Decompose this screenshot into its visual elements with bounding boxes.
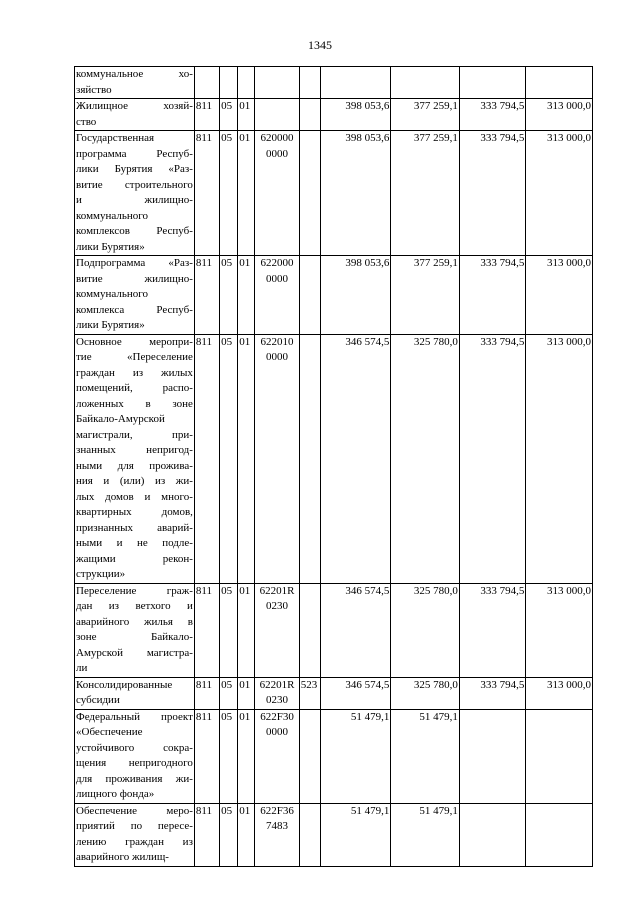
table-row [75,709,593,803]
amount-cell-4: 313 000,0 [526,131,593,256]
target-article-cell [255,131,299,256]
table-row [75,583,593,677]
target-article-part: 0000 [266,726,289,738]
amount-cell-3: 333 794,5 [459,334,526,583]
table-row [75,99,593,131]
row-name-line: аварийного жилья в [76,615,193,628]
row-name-line: знанных непригод- [76,444,193,456]
page-number: 1345 [308,38,332,52]
amount-cell-4 [526,67,593,99]
amount-cell-4: 313 000,0 [526,677,593,709]
target-article-part: 622010 [260,335,294,348]
target-article-cell [255,99,299,131]
amount-cell-1: 398 053,6 [320,256,391,335]
row-name-line: приятий по пересе- [76,820,193,832]
admin-code-cell [194,67,219,99]
expense-type-cell [299,99,320,131]
amount-cell-2: 325 780,0 [391,677,460,709]
row-name-line: ство [76,115,97,128]
amount-cell-1: 51 479,1 [320,709,391,803]
row-name-line: программа Респуб- [76,147,193,160]
admin-code-cell: 811 [194,131,219,256]
amount-cell-4 [526,803,593,866]
subsection-code-cell: 01 [238,709,255,803]
amount-cell-3: 333 794,5 [459,256,526,335]
row-name-line: Консолидированные [76,678,173,691]
section-code-cell: 05 [220,256,238,335]
row-name-cell [75,99,195,131]
row-name-line: коммунального [76,209,148,222]
amount-cell-2: 51 479,1 [391,709,460,803]
subsection-code-cell: 01 [238,99,255,131]
section-code-cell [220,67,238,99]
row-name-line: струкции» [76,568,126,580]
amount-cell-3 [459,67,526,99]
target-article-cell [255,256,299,335]
amount-cell-2: 377 259,1 [391,131,460,256]
target-article-cell [255,803,299,866]
amount-cell-4: 313 000,0 [526,99,593,131]
amount-cell-2: 377 259,1 [391,99,460,131]
amount-cell-4: 313 000,0 [526,256,593,335]
expense-type-cell [299,709,320,803]
admin-code-cell: 811 [194,709,219,803]
amount-cell-1 [320,67,391,99]
row-name-line: граждан из жилых [76,366,193,379]
amount-cell-1: 398 053,6 [320,99,391,131]
row-name-line: витие строительного [76,178,193,191]
table-row [75,677,593,709]
row-name-cell [75,131,195,256]
section-code-cell: 05 [220,334,238,583]
admin-code-cell: 811 [194,583,219,677]
row-name-line: магистрали, при- [76,428,193,441]
subsection-code-cell: 01 [238,583,255,677]
row-name-cell [75,803,195,866]
admin-code-cell: 811 [194,677,219,709]
amount-cell-1: 398 053,6 [320,131,391,256]
section-code-cell: 05 [220,709,238,803]
row-name-cell [75,583,195,677]
target-article-part: 0000 [266,272,289,285]
target-article-cell [255,677,299,709]
row-name-line: щения непригодного [76,757,193,769]
amount-cell-1: 51 479,1 [320,803,391,866]
target-article-part: 0230 [266,600,289,612]
expense-type-cell [299,131,320,256]
amount-cell-2: 377 259,1 [391,256,460,335]
row-name-line: Амурской магистра- [76,646,193,659]
row-name-line: ными для прожива- [76,459,193,472]
expense-type-cell [299,803,320,866]
row-name-line: Федеральный проект [76,710,193,723]
amount-cell-4 [526,709,593,803]
row-name-line: лики Бурятия» [76,240,145,253]
row-name-line: ными и не подле- [76,537,193,549]
amount-cell-1: 346 574,5 [320,583,391,677]
target-article-part: 622000 [260,257,294,269]
table-row [75,334,593,583]
subsection-code-cell [238,67,255,99]
table-row [75,67,593,99]
admin-code-cell: 811 [194,256,219,335]
expense-type-cell [299,256,320,335]
row-name-line: Жилищное хозяй- [76,100,193,112]
row-name-line: квартирных домов, [76,506,193,518]
amount-cell-1: 346 574,5 [320,334,391,583]
row-name-line: Государственная [76,132,155,144]
budget-table [74,66,593,867]
table-row [75,131,593,256]
row-name-cell [75,677,195,709]
amount-cell-2: 51 479,1 [391,803,460,866]
amount-cell-2: 325 780,0 [391,583,460,677]
row-name-line: для проживания жи- [76,772,193,785]
admin-code-cell: 811 [194,99,219,131]
amount-cell-3: 333 794,5 [459,131,526,256]
expense-type-cell [299,334,320,583]
amount-cell-4: 313 000,0 [526,334,593,583]
row-name-cell [75,334,195,583]
row-name-line: комплексов Респуб- [76,225,193,237]
section-code-cell: 05 [220,99,238,131]
target-article-part: 0000 [266,351,289,363]
row-name-line: Переселение граж- [76,584,193,597]
expense-type-cell [299,67,320,99]
row-name-line: и жилищно- [76,194,193,206]
row-name-line: «Обеспечение [76,726,143,738]
target-article-part: 622F30 [260,710,294,723]
target-article-cell [255,67,299,99]
section-code-cell: 05 [220,677,238,709]
amount-cell-3 [459,709,526,803]
row-name-line: лищного фонда» [76,788,155,800]
amount-cell-2 [391,67,460,99]
row-name-line: комплекса Респуб- [76,303,193,316]
target-article-part: 62201R [259,584,295,597]
subsection-code-cell: 01 [238,803,255,866]
target-article-cell [255,583,299,677]
row-name-line: лению граждан из [76,835,193,848]
section-code-cell: 05 [220,583,238,677]
admin-code-cell: 811 [194,334,219,583]
row-name-line: коммунальное хо- [76,68,193,80]
amount-cell-2: 325 780,0 [391,334,460,583]
row-name-line: ния и (или) из жи- [76,475,193,487]
row-name-line: лики Бурятия «Раз- [76,163,193,175]
row-name-line: Байкало-Амурской [76,413,165,425]
amount-cell-3: 333 794,5 [459,583,526,677]
row-name-line: помещений, распо- [76,382,193,394]
target-article-part: 62201R [259,678,295,691]
row-name-line: коммунального [76,288,148,300]
row-name-line: лики Бурятия» [76,319,145,331]
target-article-part: 0000 [266,147,289,160]
target-article-part: 622F36 [260,804,294,817]
row-name-cell [75,67,195,99]
amount-cell-3: 333 794,5 [459,99,526,131]
row-name-line: устойчивого сокра- [76,741,193,754]
target-article-cell [255,709,299,803]
target-article-part: 7483 [266,820,289,832]
subsection-code-cell: 01 [238,334,255,583]
row-name-line: жащими рекон- [76,552,193,565]
section-code-cell: 05 [220,131,238,256]
table-row [75,803,593,866]
row-name-line: ложенных в зоне [76,397,193,410]
target-article-part: 0230 [266,694,289,706]
table-row [75,256,593,335]
row-name-line: витие жилищно- [76,272,193,285]
subsection-code-cell: 01 [238,131,255,256]
amount-cell-3 [459,803,526,866]
row-name-line: зоне Байкало- [76,631,193,643]
row-name-cell [75,709,195,803]
row-name-cell [75,256,195,335]
row-name-line: Основное меропри- [76,335,193,348]
target-article-part: 620000 [260,132,294,144]
amount-cell-3: 333 794,5 [459,677,526,709]
expense-type-cell [299,583,320,677]
subsection-code-cell: 01 [238,677,255,709]
row-name-line: ли [76,662,88,674]
subsection-code-cell: 01 [238,256,255,335]
row-name-line: субсидии [76,694,120,706]
row-name-line: аварийного жилищ- [76,851,169,863]
amount-cell-1: 346 574,5 [320,677,391,709]
admin-code-cell: 811 [194,803,219,866]
row-name-line: лых домов и много- [76,490,193,503]
amount-cell-4: 313 000,0 [526,583,593,677]
row-name-line: признанных аварий- [76,521,193,534]
row-name-line: дан из ветхого и [76,600,193,612]
target-article-cell [255,334,299,583]
row-name-line: Подпрограмма «Раз- [76,257,193,269]
row-name-line: Обеспечение меро- [76,804,193,817]
row-name-line: тие «Переселение [76,351,193,363]
section-code-cell: 05 [220,803,238,866]
expense-type-cell: 523 [299,677,320,709]
row-name-line: зяйство [76,83,112,96]
